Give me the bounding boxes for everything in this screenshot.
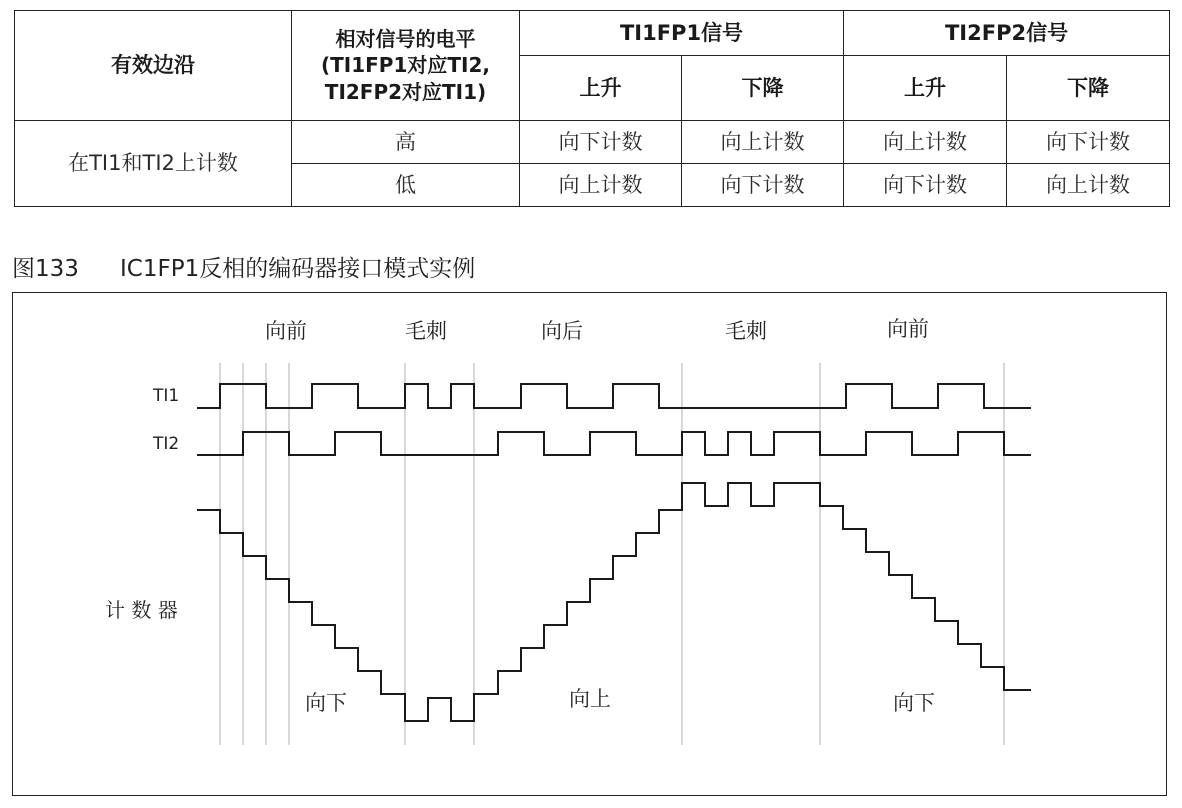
encoder-count-table — [14, 10, 1170, 207]
header-valid-edge: 有效边沿 — [15, 11, 292, 121]
header-ti2fp2: TI2FP2信号 — [844, 11, 1170, 56]
direction-label-down-1: 向下 — [305, 691, 347, 715]
cell-high-ti2fp2-fall: 向下计数 — [1007, 121, 1170, 164]
phase-label-glitch-1: 毛刺 — [405, 319, 447, 343]
figure-number: 图133 — [12, 256, 79, 282]
cell-level-low: 低 — [292, 164, 520, 207]
signal-label-ti2: TI2 — [153, 434, 180, 454]
signal-label-ti1: TI1 — [153, 386, 180, 406]
ti2-waveform — [197, 432, 1031, 455]
figure-title: IC1FP1反相的编码器接口模式实例 — [120, 256, 476, 282]
timing-diagram — [12, 292, 1167, 796]
cell-low-ti1fp1-fall: 向下计数 — [682, 164, 844, 207]
cell-low-ti1fp1-rise: 向上计数 — [520, 164, 682, 207]
header-relative-level — [292, 11, 520, 121]
header-relative-level-line1: 相对信号的电平 — [335, 26, 476, 51]
edge-guide-lines — [220, 363, 1004, 745]
cell-high-ti1fp1-rise: 向下计数 — [520, 121, 682, 164]
phase-label-forward-1: 向前 — [265, 319, 307, 343]
timing-diagram-canvas — [13, 293, 1166, 795]
phase-label-forward-2: 向前 — [887, 317, 929, 341]
header-ti2fp2-fall: 下降 — [1007, 56, 1170, 121]
phase-label-glitch-2: 毛刺 — [725, 319, 767, 343]
counter-staircase — [197, 483, 1031, 721]
direction-label-up: 向上 — [569, 687, 611, 711]
cell-high-ti2fp2-rise: 向上计数 — [844, 121, 1007, 164]
row-label-count-on-ti1-ti2: 在TI1和TI2上计数 — [15, 121, 292, 207]
header-ti1fp1-rise: 上升 — [520, 56, 682, 121]
header-relative-level-line3: TI2FP2对应TI1) — [324, 79, 487, 104]
cell-low-ti2fp2-fall: 向上计数 — [1007, 164, 1170, 207]
figure-caption — [12, 250, 475, 283]
counter-label: 计 数 器 — [105, 598, 178, 622]
cell-high-ti1fp1-fall: 向上计数 — [682, 121, 844, 164]
phase-label-backward: 向后 — [541, 319, 583, 343]
header-ti1fp1-fall: 下降 — [682, 56, 844, 121]
direction-label-down-2: 向下 — [893, 691, 935, 715]
table-row — [15, 121, 1170, 164]
header-ti1fp1: TI1FP1信号 — [520, 11, 844, 56]
header-relative-level-line2: (TI1FP1对应TI2, — [321, 53, 490, 78]
header-ti2fp2-rise: 上升 — [844, 56, 1007, 121]
cell-low-ti2fp2-rise: 向下计数 — [844, 164, 1007, 207]
ti1-waveform — [197, 384, 1031, 408]
cell-level-high: 高 — [292, 121, 520, 164]
